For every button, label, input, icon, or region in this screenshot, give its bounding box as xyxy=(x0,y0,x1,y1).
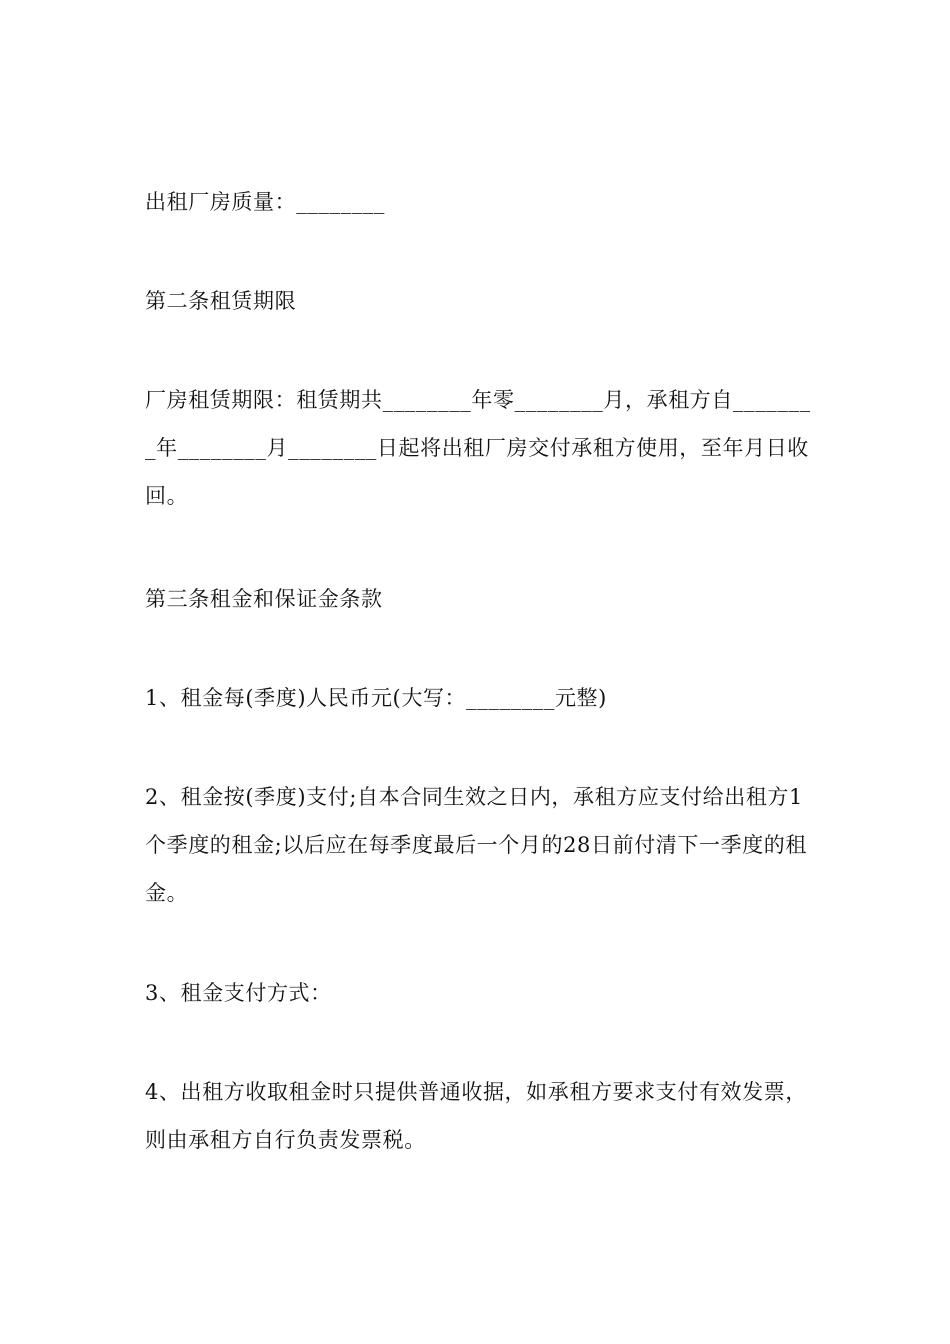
article-3-heading: 第三条租金和保证金条款 xyxy=(145,587,383,611)
lease-term-paragraph: 厂房租赁期限：租赁期共________年零________月，承租方自________年________月________日起将出租厂房交付承租方使用，至年月日收回。 xyxy=(145,388,811,508)
article-2-heading: 第二条租赁期限 xyxy=(145,289,297,313)
rent-payment-clause: 2、租金按(季度)支付;自本合同生效之日内，承租方应支付给出租方1个季度的租金;以后应在每季度最后一个月的28日前付清下一季度的租金。 xyxy=(145,785,807,905)
payment-method-clause: 3、租金支付方式： xyxy=(145,981,332,1005)
invoice-clause: 4、出租方收取租金时只提供普通收据，如承租方要求支付有效发票，则由承租方自行负责发票税。 xyxy=(145,1080,807,1152)
rent-amount-clause: 1、租金每(季度)人民币元(大写：________元整) xyxy=(145,686,607,710)
factory-quality-line: 出租厂房质量：________ xyxy=(145,190,385,214)
